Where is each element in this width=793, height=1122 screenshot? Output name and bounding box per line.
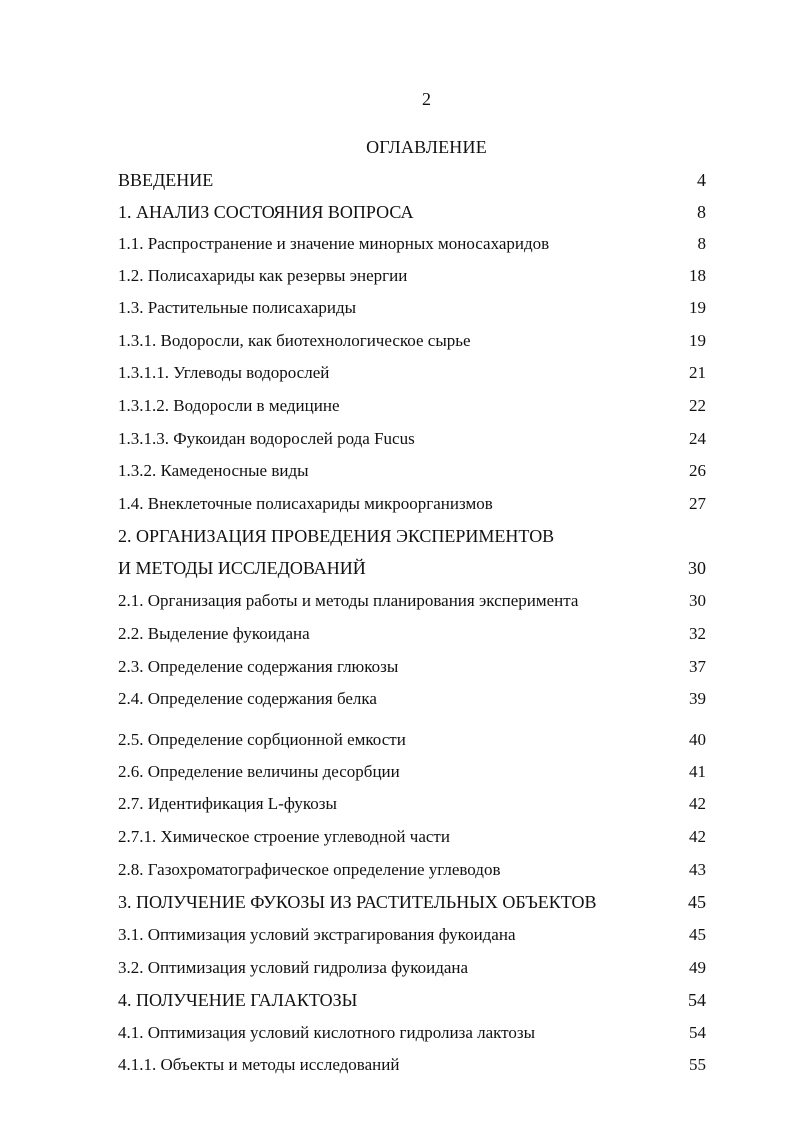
toc-entry-label: 1.3.1.3. Фукоидан водорослей рода Fucus xyxy=(118,429,415,448)
toc-entry-label: 3. ПОЛУЧЕНИЕ ФУКОЗЫ ИЗ РАСТИТЕЛЬНЫХ ОБЪЕКТОВ xyxy=(118,892,597,912)
toc-entry-page: 30 xyxy=(689,591,706,610)
toc-entry xyxy=(118,792,714,816)
toc-entry xyxy=(118,296,714,320)
toc-entry-label: 2.7.1. Химическое строение углеводной части xyxy=(118,827,450,846)
toc-entry-label: 1.3.2. Камеденосные виды xyxy=(118,461,309,480)
toc-entry xyxy=(118,956,714,980)
toc-entry xyxy=(118,890,714,914)
toc-entry-page: 55 xyxy=(689,1055,706,1074)
toc-entry-page: 32 xyxy=(689,624,706,643)
toc-entry-page: 30 xyxy=(688,558,706,578)
toc-entry-label: 2.5. Определение сорбционной емкости xyxy=(118,730,406,749)
toc-entry xyxy=(118,825,714,849)
toc-entry xyxy=(118,200,714,224)
toc-entry-page: 49 xyxy=(689,958,706,977)
toc-entry-page: 8 xyxy=(697,234,706,253)
toc-entry xyxy=(118,622,714,646)
toc-entry-page: 4 xyxy=(697,170,706,190)
toc-entry xyxy=(118,728,714,752)
toc-entry-page: 21 xyxy=(689,363,706,382)
toc-entry xyxy=(118,427,714,451)
toc-entry-label: 2.3. Определение содержания глюкозы xyxy=(118,657,399,676)
toc-entry xyxy=(118,329,714,353)
toc-entry-label: 1.4. Внеклеточные полисахариды микроорганизмов xyxy=(118,494,493,513)
toc-entry-label: 4.1.1. Объекты и методы исследований xyxy=(118,1055,400,1074)
toc-entry-label: 2.1. Организация работы и методы планирования эксперимента xyxy=(118,591,579,610)
toc-entry-page: 19 xyxy=(689,331,706,350)
toc-entry-label: 4. ПОЛУЧЕНИЕ ГАЛАКТОЗЫ xyxy=(118,990,358,1010)
toc-entry-label: 2.2. Выделение фукоидана xyxy=(118,624,310,643)
toc-entry-page: 39 xyxy=(689,689,706,708)
toc-entry xyxy=(118,556,714,580)
toc-entry-label: 3.2. Оптимизация условий гидролиза фукоидана xyxy=(118,958,469,977)
toc-entry-page: 42 xyxy=(689,827,706,846)
toc-entry-label: 2.4. Определение содержания белка xyxy=(118,689,377,708)
toc-entry-label: И МЕТОДЫ ИССЛЕДОВАНИЙ xyxy=(118,558,366,578)
toc-entry xyxy=(118,459,714,483)
toc-entry-label: 2.7. Идентификация L-фукозы xyxy=(118,794,337,813)
toc-entry-page: 8 xyxy=(697,202,706,222)
toc-entry xyxy=(118,264,714,288)
toc-entry xyxy=(118,524,714,548)
toc-entry-label: 4.1. Оптимизация условий кислотного гидролиза лактозы xyxy=(118,1023,536,1042)
toc-entry-page: 18 xyxy=(689,266,706,285)
toc-entry-label: 1.2. Полисахариды как резервы энергии xyxy=(118,266,408,285)
toc-entry-label: ВВЕДЕНИЕ xyxy=(118,170,214,190)
toc-entry-page: 37 xyxy=(689,657,706,676)
toc-entry xyxy=(118,1053,714,1077)
toc-entry xyxy=(118,394,714,418)
toc-entry xyxy=(118,168,714,192)
toc-entry xyxy=(118,858,714,882)
toc-entry-page: 19 xyxy=(689,298,706,317)
toc-entry xyxy=(118,361,714,385)
toc-entry-page: 42 xyxy=(689,794,706,813)
toc-entry xyxy=(118,589,714,613)
toc-entry-page: 45 xyxy=(689,925,706,944)
toc-entry-page: 40 xyxy=(689,730,706,749)
toc-entry-label: 3.1. Оптимизация условий экстрагирования фукоидана xyxy=(118,925,516,944)
toc-entry xyxy=(118,687,714,711)
toc-entry-page: 41 xyxy=(689,762,706,781)
toc-entry xyxy=(118,1021,714,1045)
toc-entry xyxy=(118,760,714,784)
toc-entry xyxy=(118,988,714,1012)
toc-entry-label: 1. АНАЛИЗ СОСТОЯНИЯ ВОПРОСА xyxy=(118,202,414,222)
toc-entry-page: 27 xyxy=(689,494,706,513)
toc-entry-label: 2.6. Определение величины десорбции xyxy=(118,762,400,781)
toc-entry-page: 26 xyxy=(689,461,706,480)
toc-entry-label: 2. ОРГАНИЗАЦИЯ ПРОВЕДЕНИЯ ЭКСПЕРИМЕНТОВ xyxy=(118,526,555,546)
toc-entry-page: 43 xyxy=(689,860,706,879)
toc-entry-label: 1.3.1.1. Углеводы водорослей xyxy=(118,363,330,382)
toc-entry-label: 1.3.1. Водоросли, как биотехнологическое сырье xyxy=(118,331,471,350)
toc-entry-label: 1.3. Растительные полисахариды xyxy=(118,298,357,317)
toc-entry-page: 54 xyxy=(688,990,706,1010)
toc-entry xyxy=(118,923,714,947)
page-number: 2 xyxy=(422,89,431,109)
toc-entry-label: 1.1. Распространение и значение минорных моносахаридов xyxy=(118,234,550,253)
toc-entry-page: 22 xyxy=(689,396,706,415)
toc-entry-page: 54 xyxy=(689,1023,706,1042)
toc-entry-label: 1.3.1.2. Водоросли в медицине xyxy=(118,396,340,415)
toc-entry xyxy=(118,492,714,516)
toc-entry-page: 45 xyxy=(688,892,706,912)
toc-entry-label: 2.8. Газохроматографическое определение углеводов xyxy=(118,860,501,879)
toc-entry xyxy=(118,655,714,679)
toc-entry xyxy=(118,232,714,256)
toc-entry-page: 24 xyxy=(689,429,706,448)
toc-title: ОГЛАВЛЕНИЕ xyxy=(366,137,487,157)
